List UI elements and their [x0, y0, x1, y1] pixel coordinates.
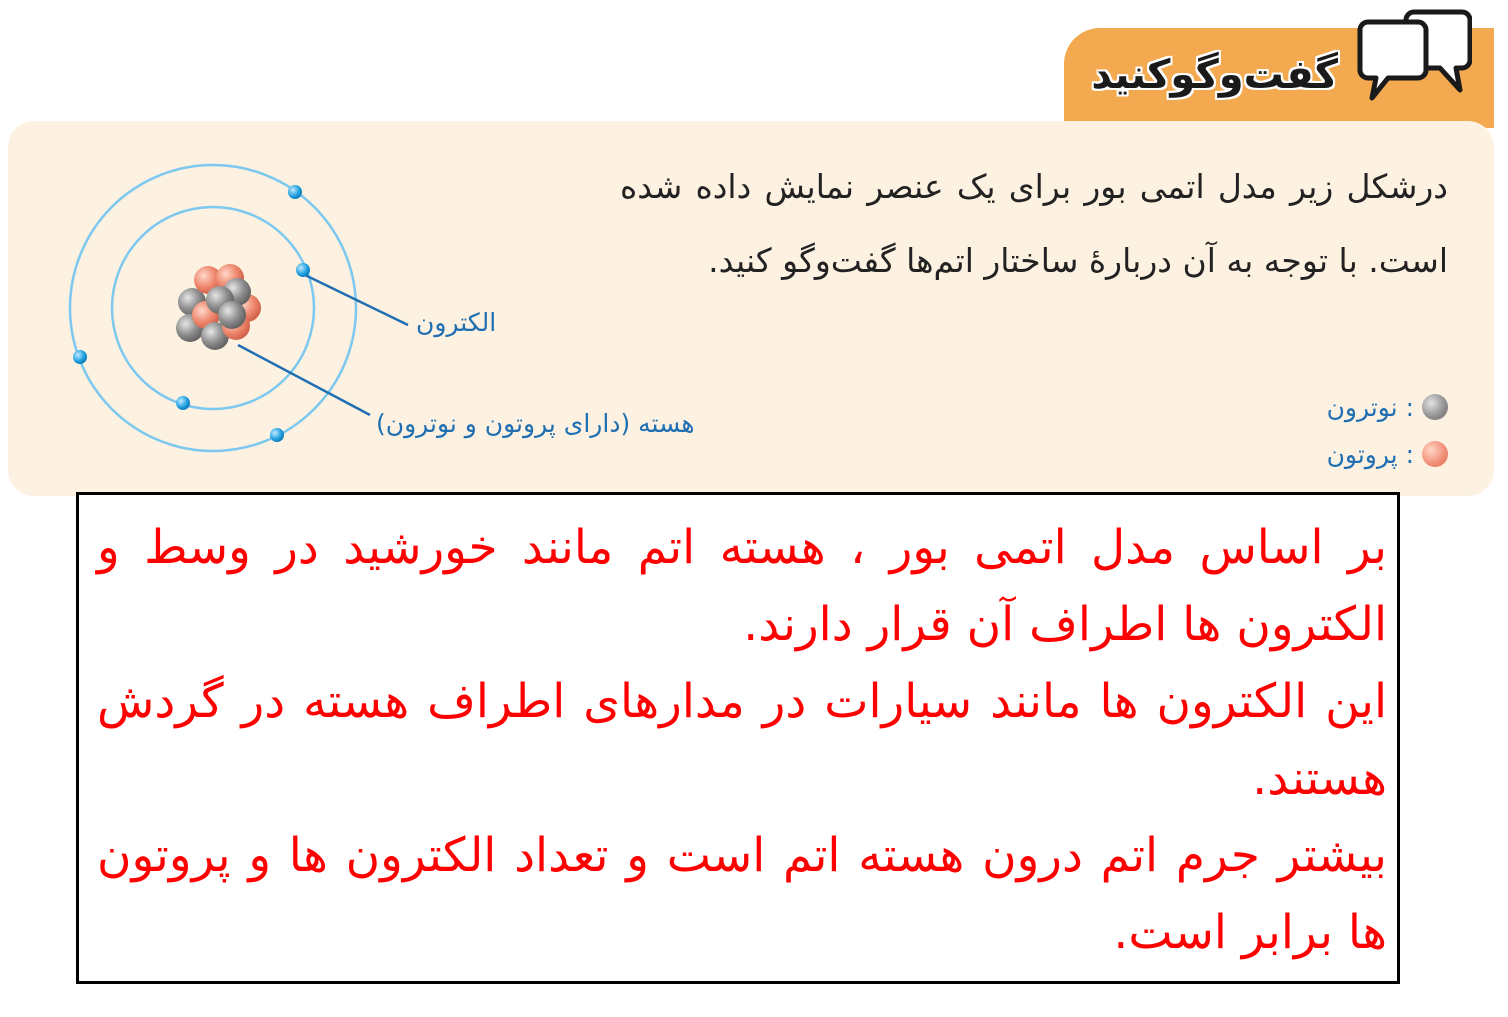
nucleus-label: هسته (دارای پروتون و نوترون): [376, 409, 695, 438]
neutron-dot-icon: [1422, 394, 1448, 420]
intro-paragraph: درشکل زیر مدل اتمی بور برای یک عنصر نمایش داده شده است. با توجه به آن دربارهٔ ساختار اتم‌ها گفت‌وگو کنید.: [620, 167, 1448, 280]
electron: [288, 185, 302, 199]
electron: [73, 350, 87, 364]
electron: [176, 396, 190, 410]
answer-box: [76, 492, 1400, 984]
legend-neutron: [1228, 390, 1448, 424]
legend-neutron-label: : نوترون: [1326, 392, 1414, 422]
answer-paragraph-1: بر اساس مدل اتمی بور ، هسته اتم مانند خورشید در وسط و الکترون ها اطراف آن قرار دارند.: [97, 520, 1387, 652]
speech-bubbles-icon: [1356, 6, 1472, 102]
electron: [296, 263, 310, 277]
electron-label: الکترون: [416, 308, 497, 337]
legend-proton: [1228, 437, 1448, 471]
nucleus: [176, 264, 261, 350]
electron: [270, 428, 284, 442]
legend-proton-label: : پروتون: [1326, 439, 1414, 469]
answer-text: [97, 509, 1387, 971]
answer-paragraph-2: این الکترون ها مانند سیارات در مدارهای اطراف هسته در گردش هستند.: [97, 674, 1387, 806]
proton-dot-icon: [1422, 441, 1448, 467]
answer-paragraph-3: بیشتر جرم اتم درون هسته اتم است و تعداد الکترون ها و پروتون ها برابر است.: [97, 828, 1387, 960]
nucleus-pointer-line: [238, 345, 370, 415]
section-title: گفت‌وگوکنید: [1091, 52, 1338, 98]
